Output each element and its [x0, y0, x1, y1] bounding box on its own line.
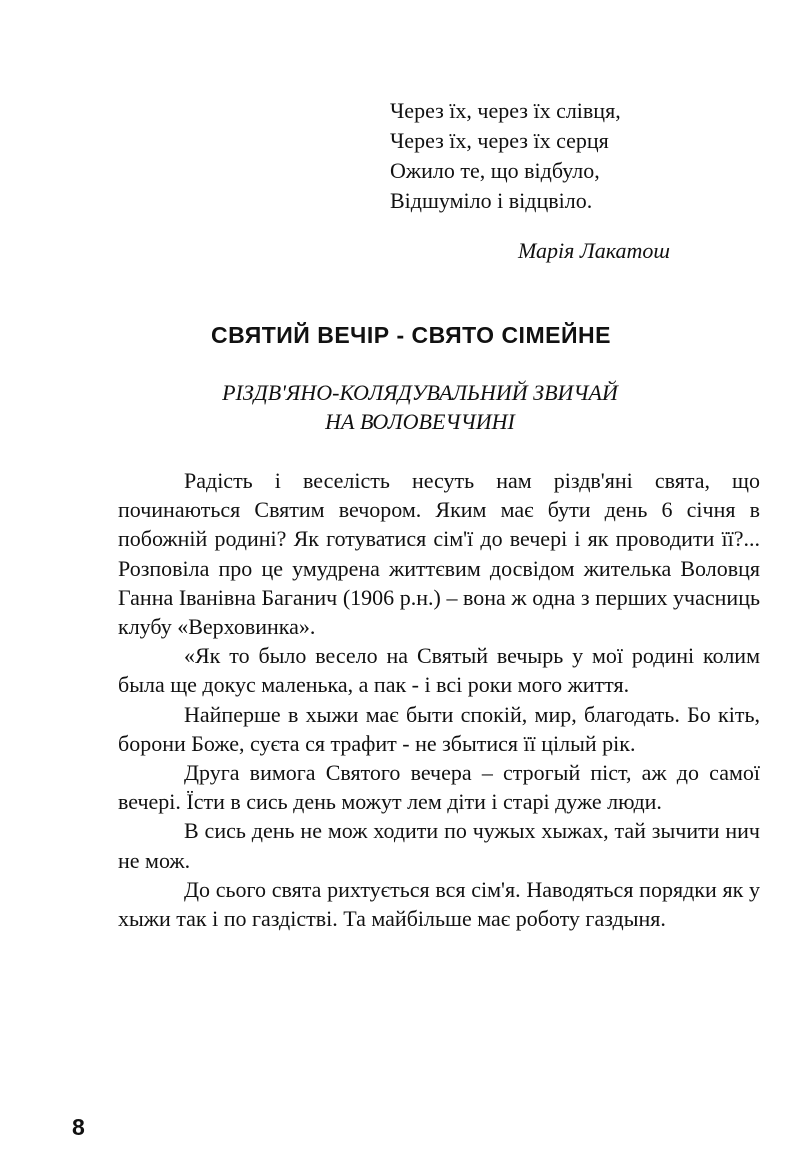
poem-line: Через їх, через їх слівця,: [390, 98, 621, 123]
paragraph: Радість і веселість несуть нам різдв'яні свята, що починаються Святим вечором. Яким має бути день 6 січня в побожній родині? Як готуватися сім'ї до вечері і як проводити її?... Розповіла про це умудрена життєвим досвідом жителька Воловця Ганна Іванівна Баганич (1906 р.н.) – вона ж одна з перших учасниць клубу «Верховинка».: [118, 468, 760, 640]
paragraph: До сього свята рихтується вся сім'я. Наводяться порядки як у хыжи так і по газдістві. Та майбільше має роботу газдыня.: [118, 876, 760, 932]
paragraph: В сись день не мож ходити по чужых хыжах, тай зычити нич не мож.: [118, 818, 760, 873]
poem-line: Через їх, через їх серця: [390, 128, 609, 153]
section-title: СВЯТИЙ ВЕЧІР - СВЯТО СІМЕЙНЕ: [211, 322, 611, 348]
poem-line: Відшуміло і відцвіло.: [390, 188, 593, 213]
paragraph: Найперше в хыжи має быти спокій, мир, благодать. Бо кіть, борони Боже, суєта ся трафит - не збытися її цілый рік.: [118, 701, 760, 756]
poem-line: Ожило те, що відбуло,: [390, 158, 600, 183]
page-number: 8: [72, 1114, 85, 1140]
paragraph: Друга вимога Святого вечера – строгый піст, аж до самої вечері. Їсти в сись день можут лем діти і старі дуже люди.: [118, 760, 760, 815]
section-subtitle: [0, 378, 804, 436]
subtitle-line: НА ВОЛОВЕЧЧИНІ: [325, 409, 515, 434]
article-body: [118, 466, 760, 933]
poem-author: Марія Лакатош: [518, 238, 670, 263]
paragraph: «Як то было весело на Святый вечырь у мої родині колим была ще докус маленька, а пак - і всі роки мого життя.: [118, 643, 760, 698]
poem-epigraph: [390, 96, 621, 216]
subtitle-line: РІЗДВ'ЯНО-КОЛЯДУВАЛЬНИЙ ЗВИЧАЙ: [222, 380, 618, 405]
